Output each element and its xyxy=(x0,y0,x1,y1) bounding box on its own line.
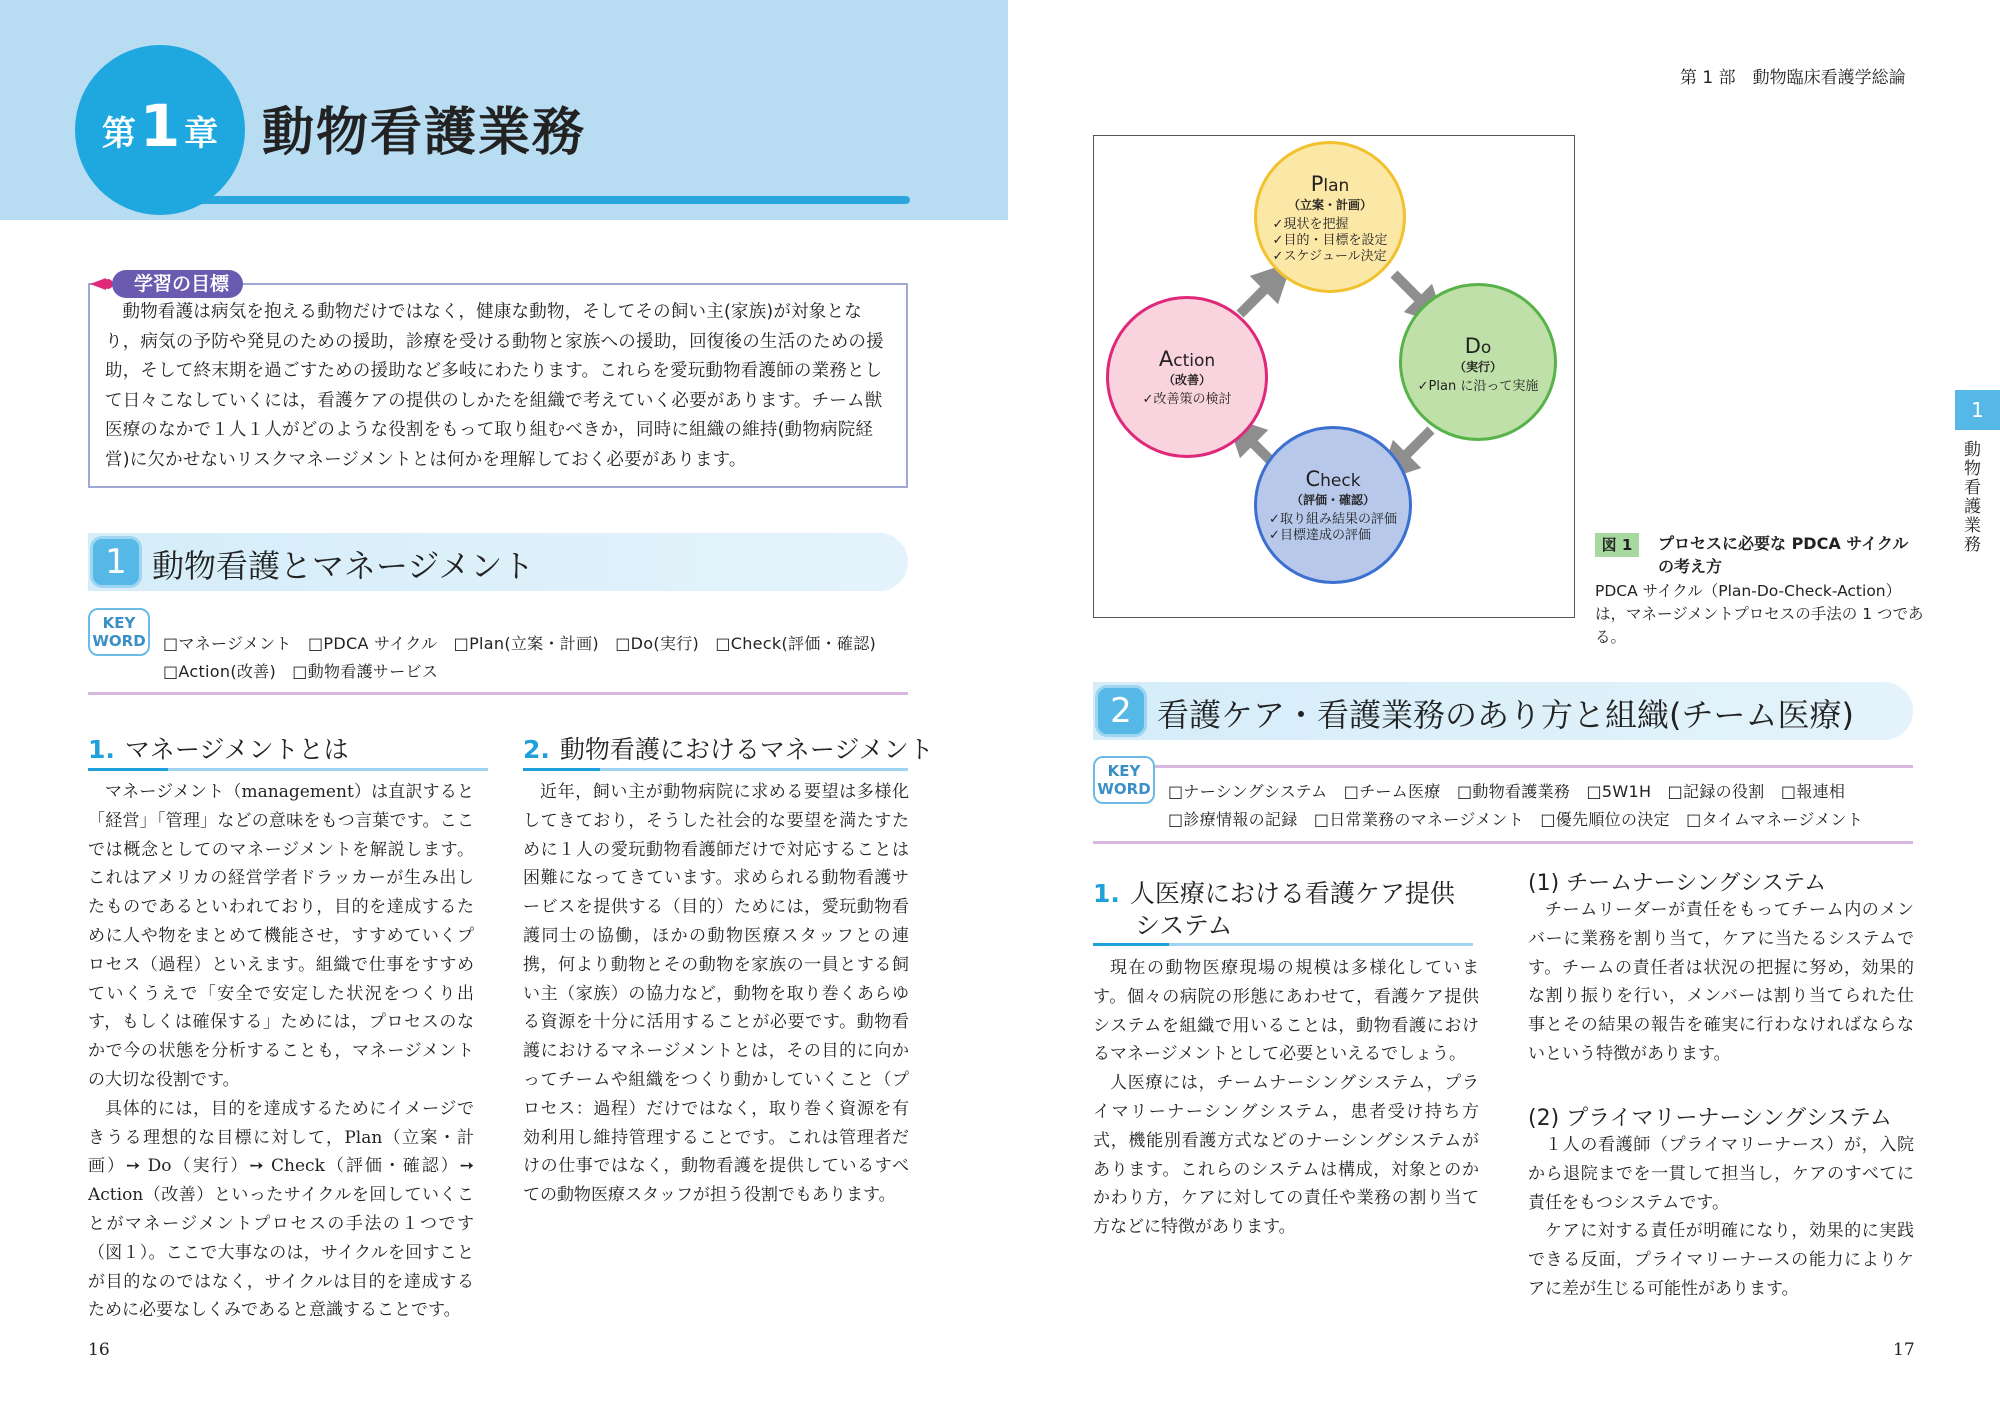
pdca-figure xyxy=(1093,135,1575,618)
chapter-prefix: 第 xyxy=(101,113,136,154)
side-tab-number: 1 xyxy=(1955,390,2000,430)
subsection-1-1-body: マネージメント（management）は直訳すると「経営」「管理」などの意味をもつ言葉です。ここでは概念としてのマネージメントを解説します。これはアメリカの経営学者ドラッカーが生み出したものであるといわれており，目的を達成するために人や物をまとめて機能させ，すすめていくプロセス（過程）といえます。組織で仕事をすすめていくうえで「安全で安定した状況をつくり出す，もしくは確保する」ためには，プロセスのなかで今の状態を分析することも，マネージメントの大切な役割です。 具体的には，目的を達成するためにイメージできうる理想的な目標に対して，Plan（立案・計画）➙ Do（実行）➙ Check（評価・確認）➙ Action（改善）といったサイクルを回していくことがマネージメントプロセスの手法の１つです（図１）。ここで大事なのは，サイクルを回すことが目的なのではなく，サイクルは目的を達成するために必要なしくみであると意識することです。 xyxy=(88,782,474,1321)
pdca-do-circle: Do （実行） ✓Plan に沿って実施 xyxy=(1399,283,1557,441)
subsection-2-1-body: 現在の動物医療現場の規模は多様化しています。個々の病院の形態にあわせて，看護ケア提供システムを組織で用いることは，動物看護におけるマネージメントとして必要といえるでしょう。 人医療には，チームナーシングシステム，プライマリーナーシングシステム，患者受け持ち方式，機能別看護方式などのナーシングシステムがあります。これらのシステムは構成，対象とのかかわり方，ケアに対しての責任や業務の割り当て方などに特徴があります。 xyxy=(1093,958,1479,1238)
section-2-number: 2 xyxy=(1095,685,1147,737)
keywords-list-1b: □Action(改善) □動物看護サービス xyxy=(163,662,439,681)
pdca-check-circle: Check （評価・確認） ✓取り組み結果の評価 ✓目標達成の評価 xyxy=(1254,426,1412,584)
divider xyxy=(88,692,908,695)
primary-nursing-body: １人の看護師（プライマリーナース）が，入院から退院までを一貫して担当し，ケアのすべてに責任をもつシステムです。 ケアに対する責任が明確になり，効果的に実践できる反面，プライマリーナースの能力によりケアに差が生じる可能性があります。 xyxy=(1528,1135,1914,1299)
learning-objectives-tag: 学習の目標 xyxy=(112,270,243,298)
keywords-list-1: □マネージメント □PDCA サイクル □Plan(立案・計画) □Do(実行) □Check(評価・確認) xyxy=(163,634,877,653)
keyword-badge: KEY WORD xyxy=(1093,756,1155,804)
subsection-1-2-body: 近年，飼い主が動物病院に求める要望は多様化してきており，そうした社会的な要望を満たすために１人の愛玩動物看護師だけで対応することは困難になってきています。求められる動物看護サービスを提供する（目的）ためには，愛玩動物看護同士の協働，ほかの動物医療スタッフとの連携，何より動物とその動物を家族の一員とする飼い主（家族）の協力など，動物を取り巻くあらゆる資源を十分に活用することが必要です。動物看護におけるマネージメントとは，その目的に向かってチームや組織をつくり動かしていくこと（プロセス：過程）だけではなく，取り巻く資源を有効利用し維持管理することです。これは管理者だけの仕事ではなく，動物看護を提供しているすべての動物医療スタッフが担う役割でもあります。 xyxy=(523,782,909,1206)
chapter-suffix: 章 xyxy=(184,113,219,154)
section-1-number: 1 xyxy=(90,536,142,588)
key-icon: KEY xyxy=(102,614,136,632)
subsection-underline xyxy=(88,768,488,771)
subsection-1-2-heading: 2. 動物看護におけるマネージメント xyxy=(523,735,934,764)
chapter-title: 動物看護業務 xyxy=(262,103,587,163)
page-number-right: 17 xyxy=(1893,1340,1915,1360)
side-tab-label: 動物看護業務 xyxy=(1960,440,1980,554)
chapter-number-badge xyxy=(75,45,245,215)
section-2-title: 看護ケア・看護業務のあり方と組織(チーム医療) xyxy=(1157,696,1854,734)
subsection-1-1-heading: 1. マネージメントとは xyxy=(88,735,349,764)
running-head: 第 1 部 動物臨床看護学総論 xyxy=(1680,68,1906,88)
chapter-title-underline xyxy=(160,196,910,204)
key-icon: KEY xyxy=(1107,762,1141,780)
keyword-badge: KEY WORD xyxy=(88,608,150,656)
primary-nursing-heading: (2) プライマリーナーシングシステム xyxy=(1528,1106,1892,1131)
arrow-action-to-plan xyxy=(1240,276,1278,314)
divider xyxy=(1093,765,1913,768)
figure-caption-tag: 図 1 xyxy=(1595,533,1639,557)
pin-icon xyxy=(90,277,114,291)
figure-caption-title: プロセスに必要な PDCA サイクルの考え方 xyxy=(1658,534,1909,576)
team-nursing-body: チームリーダーが責任をもってチーム内のメンバーに業務を割り当て，ケアに当たるシステムです。チームの責任者は状況の把握に努め，効果的な割り振りを行い，メンバーは割り当てられた仕事とその結果の報告を確実に行わなければならないという特徴があります。 xyxy=(1528,900,1914,1064)
subsection-2-1-heading: 1. 人医療における看護ケア提供 システム xyxy=(1093,879,1455,940)
page-number-left: 16 xyxy=(88,1340,110,1360)
pdca-plan-circle: Plan （立案・計画） ✓現状を把握 ✓目的・目標を設定 ✓スケジュール決定 xyxy=(1254,141,1406,293)
subsection-underline xyxy=(1093,943,1473,946)
keywords-list-2b: □診療情報の記録 □日常業務のマネージメント □優先順位の決定 □タイムマネージメント xyxy=(1168,810,1864,829)
learning-objectives-text: 動物看護は病気を抱える動物だけではなく，健康な動物，そしてその飼い主(家族)が対象となり，病気の予防や発見のための援助，診療を受ける動物と家族への援助，回復後の生活のための援助，そして終末期を過ごすための援助など多岐にわたります。これらを愛玩動物看護師の業務として日々こなしていくには，看護ケアの提供のしかたを組織で考えていく必要があります。チーム獣医療のなかで１人１人がどのような役割をもって取り組むべきか，同時に組織の維持(動物病院経営)に欠かせないリスクマネージメントとは何かを理解しておく必要があります。 xyxy=(105,302,884,470)
keywords-list-2: □ナーシングシステム □チーム医療 □動物看護業務 □5W1H □記録の役割 □報連相 xyxy=(1168,782,1846,801)
team-nursing-heading: (1) チームナーシングシステム xyxy=(1528,871,1827,896)
chapter-number: 1 xyxy=(139,92,181,160)
subsection-underline xyxy=(523,768,908,771)
divider xyxy=(1093,841,1913,844)
pdca-action-circle: Action （改善） ✓改善策の検討 xyxy=(1106,296,1268,458)
section-1-title: 動物看護とマネージメント xyxy=(152,547,535,585)
figure-caption-description: PDCA サイクル（Plan-Do-Check-Action）は，マネージメントプロセスの手法の 1 つである。 xyxy=(1595,582,1924,646)
